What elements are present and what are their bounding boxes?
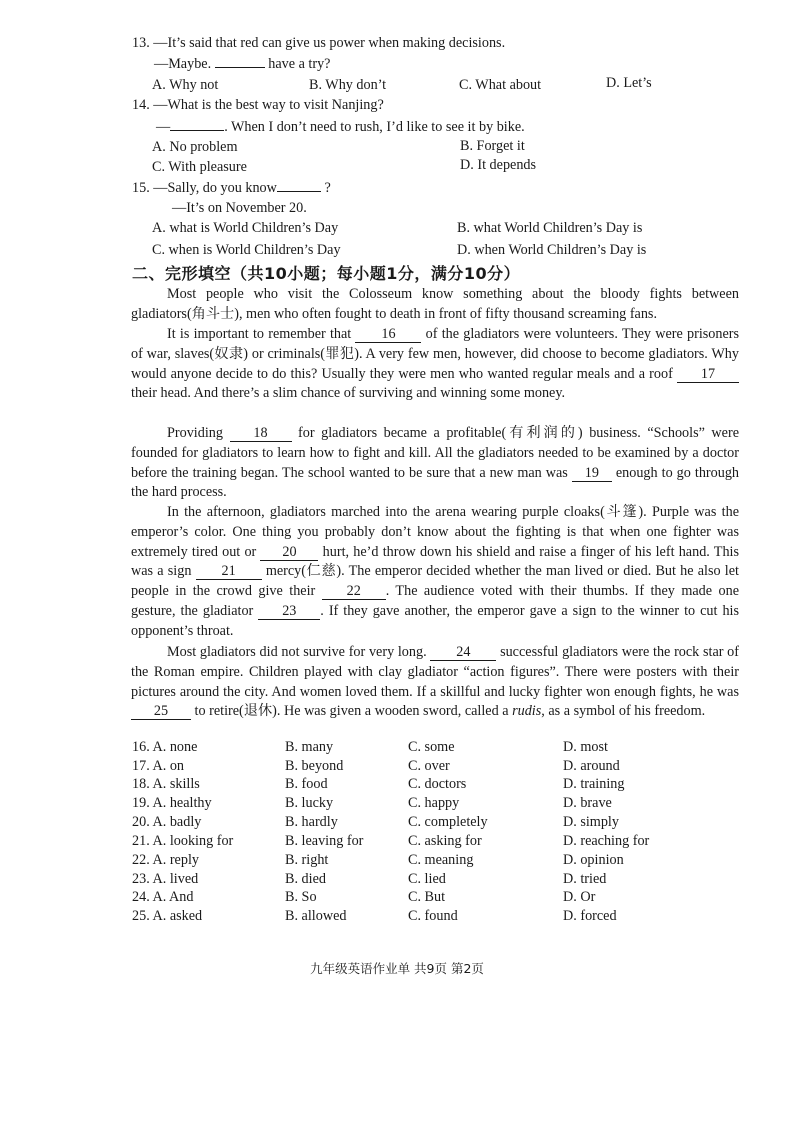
answer-25-option-a: 25. A. asked [132,908,203,924]
answer-23-option-c: C. lied [408,871,446,887]
answer-18-option-d: D. training [563,776,625,792]
answer-24-option-a: 24. A. And [132,889,194,905]
q13-line2-pre: —Maybe. [154,56,215,72]
answer-20-option-a: 20. A. badly [132,814,202,830]
q13-line2 [154,55,330,74]
q14-line2 [156,118,525,137]
answer-23-option-d: D. tried [563,871,607,887]
q13-option-a: A. Why not [152,77,219,93]
q13-line2-post: have a try? [264,56,331,72]
q13-stem: 13. —It’s said that red can give us power when making decisions. [132,35,506,51]
answer-16-option-c: C. some [408,739,455,755]
answer-17-option-d: D. around [563,758,620,774]
answer-19-option-c: C. happy [408,795,460,811]
passage-p4-b: hurt, he’d throw down his shield and raise a finger of his left hand. This was a sign [131,543,739,580]
q14-line2-post: . When I don’t need to rush, I’d like to see it by bike. [224,119,525,135]
answer-21-option-c: C. asking for [408,833,482,849]
answer-25-option-b: B. allowed [285,908,347,924]
passage-p3-b: for gladiators became a profitable(有利润的) business. “Schools” were founded for gladiators to learn how to fight and kill. All the gladiators needed to be examined by a doctor before the training began. The school wanted to be sure that a new man was [131,425,739,481]
blank-19: 19 [572,466,612,482]
answer-23-option-a: 23. A. lived [132,871,199,887]
answer-19-option-d: D. brave [563,795,612,811]
q13-option-b: B. Why don’t [309,77,387,93]
answer-17-option-c: C. over [408,758,450,774]
passage-p5-d: , as a symbol of his freedom. [541,703,706,720]
passage-p4-a: In the afternoon, gladiators marched into the arena wearing purple cloaks(斗篷). Purple was the emperor’s color. One thing you probably don’t know about the fighting is that when one fighter was extremely tired out or [131,504,739,560]
q14-blank [170,130,224,131]
passage-paragraph-1 [131,285,739,325]
blank-24: 24 [430,645,496,661]
answer-22-option-b: B. right [285,852,329,868]
answer-20-option-d: D. simply [563,814,619,830]
answer-21-option-b: B. leaving for [285,833,364,849]
answer-17-option-a: 17. A. on [132,758,185,774]
q14-stem: 14. —What is the best way to visit Nanjing? [132,97,384,113]
answer-21-option-a: 21. A. looking for [132,833,234,849]
q15-stem [132,179,331,198]
answer-24-option-c: C. But [408,889,446,905]
passage-p3-a: Providing [167,425,230,441]
q15-option-d: D. when World Children’s Day is [457,242,647,258]
passage-paragraph-4 [131,503,739,642]
q15-option-b: B. what World Children’s Day is [457,220,643,236]
q13-option-c: C. What about [459,77,542,93]
q14-option-b: B. Forget it [460,138,525,154]
blank-25: 25 [131,704,191,720]
answer-18-option-b: B. food [285,776,328,792]
answer-20-option-c: C. completely [408,814,488,830]
q15-option-a: A. what is World Children’s Day [152,220,339,236]
q14-option-a: A. No problem [152,139,238,155]
section-title: 二、完形填空（共10小题；每小题1分，满分10分） [132,264,521,283]
q14-line2-pre: — [156,119,171,135]
answer-22-option-a: 22. A. reply [132,852,199,868]
answer-20-option-b: B. hardly [285,814,338,830]
passage-rudis: rudis [512,703,542,720]
passage-p5-b: successful gladiators were the rock star of the Roman empire. Children played with clay gladiator “action figures”. There were posters with their pictures around the city. And women loved them. If a skillful and lucky fighter won enough fights, he was [131,644,739,700]
passage-paragraph-3 [131,424,739,503]
answer-19-option-b: B. lucky [285,795,334,811]
blank-20: 20 [260,545,318,561]
passage-p3-c: enough to go through the hard process. [131,464,740,501]
passage-p2-a: It is important to remember that [167,326,356,342]
answer-16-option-b: B. many [285,739,334,755]
answer-18-option-c: C. doctors [408,776,467,792]
passage-p2-c: their head. And there’s a slim chance of surviving and winning some money. [131,385,566,402]
answer-22-option-c: C. meaning [408,852,474,868]
q15-blank [277,191,321,192]
answer-24-option-d: D. Or [563,889,596,905]
q13-option-d: D. Let’s [606,75,652,91]
answer-18-option-a: 18. A. skills [132,776,200,792]
blank-17: 17 [677,367,739,383]
answer-17-option-b: B. beyond [285,758,344,774]
answer-19-option-a: 19. A. healthy [132,795,212,811]
passage-paragraph-5 [131,643,739,722]
passage-p1-text: Most people who visit the Colosseum know something about the bloody fights between gladiators(角斗士), men who often fought to death in front of fifty thousand screaming fans. [131,286,739,322]
q15-option-c: C. when is World Children’s Day [152,242,341,258]
q15-line2: —It’s on November 20. [172,200,307,216]
passage-p4-c: mercy(仁慈). The emperor decided whether the man lived or died. But he also let people in the crowd give their [131,563,739,600]
blank-18: 18 [230,426,292,442]
answer-24-option-b: B. So [285,889,317,905]
passage-p5-a: Most gladiators did not survive for very long. [167,644,431,660]
page-footer: 九年级英语作业单 共9页 第2页 [310,961,484,976]
blank-21: 21 [196,564,262,580]
q15-stem-pre: 15. —Sally, do you know [132,180,277,196]
q15-stem-post: ? [320,180,331,196]
passage-p4-e: . If they gave another, the emperor gave a sign to the winner to cut his opponent’s throat. [131,602,739,639]
passage-p5-c: to retire(退休). He was given a wooden sword, called a [191,703,513,720]
q13-blank [215,67,265,68]
answer-16-option-d: D. most [563,739,608,755]
blank-16: 16 [355,327,421,343]
answer-21-option-d: D. reaching for [563,833,650,849]
q14-option-c: C. With pleasure [152,159,247,175]
passage-paragraph-2 [131,325,739,404]
answer-16-option-a: 16. A. none [132,739,198,755]
q14-option-d: D. It depends [460,157,537,173]
answer-25-option-d: D. forced [563,908,617,924]
blank-23: 23 [258,604,320,620]
answer-25-option-c: C. found [408,908,458,924]
passage-p2-b: of the gladiators were volunteers. They were prisoners of war, slaves(奴隶) or criminals(罪犯). A very few men, however, did choose to become gladiators. Why would anyone decide to do this? Usually they were men who wanted regular meals and a roof [131,326,740,382]
answer-23-option-b: B. died [285,871,326,887]
blank-22: 22 [322,584,386,600]
passage-p4-d: . The audience voted with their thumbs. If they made one gesture, the gladiator [131,583,739,619]
answer-22-option-d: D. opinion [563,852,624,868]
